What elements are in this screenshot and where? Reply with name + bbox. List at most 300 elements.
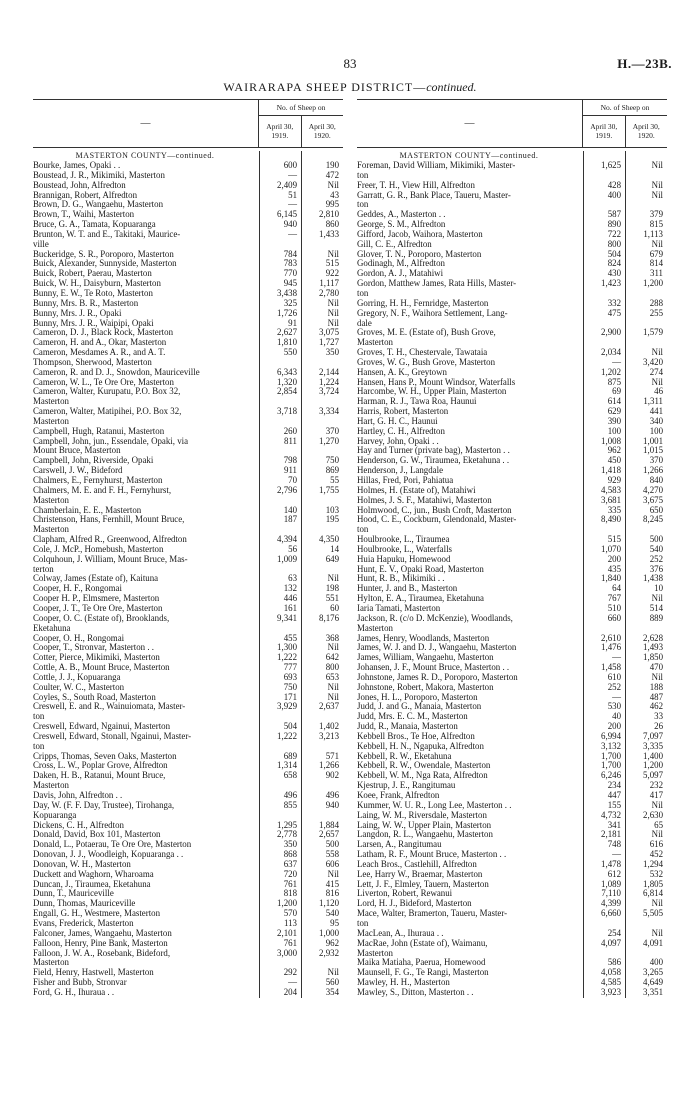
owner-name: Donovan, W. H., Masterton — [33, 859, 131, 869]
owner-name: Henderson, G. W., Tiraumea, Eketahuna . . — [357, 456, 510, 466]
sheep-count-1919: 1,320 — [277, 376, 297, 387]
table-row — [357, 269, 581, 279]
owner-name: Bunny, Mrs. B. R., Masterton — [33, 298, 139, 308]
owner-name: ton — [357, 200, 369, 210]
sheep-count-1919: 693 — [283, 671, 297, 682]
table-row — [357, 712, 581, 722]
year-1919-header: April 30, 1919. — [266, 122, 294, 140]
owner-name: Ford, G. H., Ihuraua . . — [33, 987, 115, 997]
table-row — [33, 200, 257, 210]
sheep-count-1920: 3,213 — [319, 730, 339, 741]
table-row — [357, 476, 581, 486]
sheep-count-1919: 2,627 — [277, 327, 297, 338]
owner-name: Lord, H. J., Bideford, Masterton — [357, 899, 472, 909]
sheep-count-1919: 3,132 — [601, 740, 621, 751]
sheep-count-1919: 610 — [607, 671, 621, 682]
owner-name: Fisher and Bubb, Stronvar — [33, 978, 127, 988]
owner-names — [357, 148, 583, 998]
sheep-count-1920: 1,270 — [319, 435, 339, 446]
table-row — [357, 466, 581, 476]
table-row — [357, 309, 581, 319]
table-row — [357, 840, 581, 850]
sheep-count-1919: 2,181 — [601, 829, 621, 840]
sheep-count-1920: 311 — [650, 268, 663, 279]
owner-name: Kebbell Bros., Te Hoe, Alfredton — [357, 731, 475, 741]
sheep-column-header — [258, 100, 343, 147]
table-row — [357, 624, 581, 634]
sheep-count-1920: Nil — [327, 967, 339, 978]
owner-name: Day, W. (F. F. Day, Trustee), Tirohanga, — [33, 800, 175, 810]
sheep-count-1919: 1,458 — [601, 662, 621, 673]
sheep-count-1920: 1,224 — [319, 376, 339, 387]
sheep-count-1919: 496 — [283, 790, 297, 800]
table-row — [357, 535, 581, 545]
owner-names — [33, 148, 259, 998]
owner-name: Cooper, O. C. (Estate of), Brooklands, — [33, 613, 170, 623]
table-row — [357, 604, 581, 614]
table-row — [357, 348, 581, 358]
sheep-count-1920: 860 — [325, 219, 339, 230]
table-row — [357, 909, 581, 919]
owner-name: Thompson, Sherwood, Masterton — [33, 357, 152, 367]
sheep-count-1920: Nil — [651, 160, 663, 170]
sheep-count-1919: 64 — [612, 583, 621, 594]
sheep-group-label: No. of Sheep on — [583, 100, 667, 116]
sheep-count-1920: 2,780 — [319, 287, 339, 298]
sheep-count-1919: 4,583 — [601, 484, 621, 495]
table-row — [33, 456, 257, 466]
owner-name: Harvey, John, Opaki . . — [357, 436, 439, 446]
table-row — [357, 161, 581, 171]
table-row — [357, 732, 581, 742]
sheep-count-1920: 10 — [654, 583, 663, 594]
name-column-header: — — [464, 117, 475, 129]
sheep-count-1919: 1,222 — [277, 652, 297, 663]
owner-name: Brannigan, Robert, Alfredton — [33, 190, 138, 200]
owner-name: Hunt, E. V., Opaki Road, Masterton — [357, 564, 484, 574]
sheep-1920-column — [625, 151, 667, 998]
sheep-count-1919: 56 — [288, 543, 297, 554]
owner-name: Cotter, Pierce, Mikimiki, Masterton — [33, 653, 160, 663]
table-row — [357, 437, 581, 447]
owner-name: Geddes, A., Masterton . . — [357, 210, 446, 220]
sheep-count-1920: 1,117 — [319, 278, 339, 289]
table-row — [33, 722, 257, 732]
sheep-count-1919: — — [612, 691, 621, 702]
sheep-count-1920: 3,265 — [643, 967, 663, 978]
sheep-count-1920: 514 — [649, 602, 663, 613]
table-row — [357, 801, 581, 811]
sheep-count-1919: 254 — [607, 927, 621, 938]
sheep-count-1920: 33 — [654, 711, 663, 722]
table-row — [33, 171, 257, 181]
sheep-count-1919: 4,394 — [277, 534, 297, 545]
owner-name: ton — [33, 712, 45, 722]
sheep-count-1919: 1,008 — [601, 435, 621, 446]
table-row — [357, 919, 581, 929]
owner-name: Falloon, Henry, Pine Bank, Masterton — [33, 938, 168, 948]
sheep-count-1919: 4,097 — [601, 937, 621, 948]
owner-name: Groves, T. H., Chestervale, Tawataia — [357, 348, 488, 358]
table-row — [33, 929, 257, 939]
sheep-count-1919: 1,202 — [601, 366, 621, 377]
sheep-count-1920: 1,294 — [643, 858, 663, 869]
owner-name: Eketahuna — [33, 623, 71, 633]
table-row — [357, 230, 581, 240]
table-row — [357, 584, 581, 594]
sheep-count-1919: 234 — [607, 780, 621, 791]
owner-name: ville — [33, 239, 49, 249]
table-header — [33, 99, 343, 148]
sheep-count-1919: 515 — [607, 534, 621, 545]
sheep-count-1920: 46 — [654, 386, 663, 397]
sheep-count-1920: 3,724 — [319, 386, 339, 397]
owner-name: Hansen, A. K., Greytown — [357, 367, 447, 377]
sheep-count-1919: 132 — [283, 583, 297, 594]
table-row — [33, 269, 257, 279]
table-row — [33, 220, 257, 230]
table-row — [357, 702, 581, 712]
sheep-count-1919: 748 — [607, 839, 621, 850]
sheep-count-1919: 1,222 — [277, 730, 297, 741]
table-row — [33, 702, 257, 712]
table-row — [33, 191, 257, 201]
table-row — [357, 614, 581, 624]
sheep-count-1919: 6,660 — [601, 908, 621, 919]
table-row — [357, 191, 581, 201]
owner-name: Mawley, S., Ditton, Masterton . . — [357, 987, 474, 997]
sheep-count-1919: 2,101 — [277, 927, 297, 938]
sheep-count-1919: 3,923 — [601, 986, 621, 997]
sheep-count-1920: 679 — [649, 248, 663, 259]
sheep-count-1920: 288 — [649, 297, 663, 308]
owner-name: Cross, L. W., Poplar Grove, Alfredton — [33, 761, 168, 771]
sheep-count-1919: 4,585 — [601, 977, 621, 988]
owner-name: Duncan, J., Tiraumea, Eketahuna — [33, 879, 151, 889]
table-row — [357, 486, 581, 496]
owner-name: Holmes, J. S. F., Matahiwi, Masterton — [357, 495, 492, 505]
sheep-count-1920: 1,727 — [319, 337, 339, 348]
table-row — [33, 880, 257, 890]
sheep-count-1919: 586 — [607, 957, 621, 968]
table-row — [357, 634, 581, 644]
year-1920-header: April 30, 1920. — [625, 116, 668, 147]
sheep-count-1920: 100 — [649, 425, 663, 436]
sheep-count-1920: 922 — [325, 268, 339, 279]
owner-name: Foreman, David William, Mikimiki, Master- — [357, 161, 516, 170]
owner-name: Brunton, W. T. and E., Takitaki, Maurice- — [33, 229, 181, 239]
owner-name: Kopuaranga — [33, 810, 77, 820]
sheep-count-1920: 1,311 — [643, 396, 663, 407]
table-row — [357, 574, 581, 584]
sheep-count-1919: 450 — [607, 455, 621, 466]
table-row — [33, 830, 257, 840]
table-row — [357, 860, 581, 870]
sheep-count-1920: 6,814 — [643, 888, 663, 899]
sheep-count-1920: 1,266 — [643, 465, 663, 476]
owner-name: Dunn, Thomas, Mauriceville — [33, 899, 136, 909]
table-row — [33, 771, 257, 781]
sheep-count-1919: 3,000 — [277, 947, 297, 958]
sheep-count-1920: 198 — [325, 583, 339, 594]
owner-name: Kebbell, R. W., Owendale, Masterton — [357, 761, 491, 771]
sheep-count-1919: 761 — [283, 878, 297, 889]
sheep-count-1920: 417 — [649, 790, 663, 800]
table-row — [33, 230, 257, 240]
sheep-count-1919: 1,700 — [601, 750, 621, 761]
sheep-count-1920: 470 — [649, 662, 663, 673]
table-row — [357, 378, 581, 388]
sheep-count-1920: 3,334 — [319, 406, 339, 417]
sheep-count-1919: 637 — [283, 858, 297, 869]
table-row — [33, 545, 257, 555]
table-row — [33, 673, 257, 683]
table-row — [33, 437, 257, 447]
sheep-count-1919: 798 — [283, 455, 297, 466]
sheep-count-1919: 70 — [288, 475, 297, 485]
table-row — [33, 791, 257, 801]
sheep-count-1919: 800 — [607, 238, 621, 249]
sheep-count-1920: 3,075 — [319, 327, 339, 338]
owner-name: Boustead, J. R., Mikimiki, Masterton — [33, 170, 165, 180]
owner-name: George, S. M., Alfredton — [357, 220, 446, 230]
title-main: WAIRARAPA SHEEP DISTRICT— — [223, 80, 427, 94]
owner-name: Harcombe, W. H., Upper Plain, Masterton — [357, 387, 507, 397]
table-row — [357, 949, 581, 959]
sheep-count-1920: 649 — [325, 553, 339, 564]
owner-name: ton — [357, 288, 369, 298]
sheep-count-1919: 428 — [607, 179, 621, 190]
sheep-count-1919: 720 — [283, 868, 297, 879]
table-row — [33, 624, 257, 634]
sheep-count-1919: 200 — [607, 721, 621, 732]
table-row — [33, 358, 257, 368]
owner-name: Holmes, H. (Estate of), Matahiwi — [357, 485, 476, 495]
sheep-count-1920: 1,000 — [319, 927, 339, 938]
sheep-count-1919: 911 — [284, 465, 297, 476]
sheep-count-1919: 767 — [607, 593, 621, 604]
owner-name: Cameron, R. and D. J., Snowdon, Mauriceville — [33, 367, 200, 377]
owner-name: dale — [357, 318, 372, 328]
table-row — [357, 929, 581, 939]
sheep-count-1919: 292 — [283, 967, 297, 978]
owner-name: Cameron, W. L., Te Ore Ore, Masterton — [33, 377, 174, 387]
sheep-count-1920: 560 — [325, 977, 339, 988]
table-row — [33, 683, 257, 693]
sheep-count-1919: 1,726 — [277, 307, 297, 318]
sheep-count-1919: 504 — [607, 248, 621, 259]
sheep-count-1920: 188 — [649, 681, 663, 692]
owner-name: Campbell, John, Riverside, Opaki — [33, 456, 154, 466]
owner-name: Huia Hapuku, Homewood — [357, 554, 451, 564]
table-row — [33, 181, 257, 191]
sheep-1919-column — [583, 151, 625, 998]
table-row — [357, 181, 581, 191]
sheep-count-1919: 1,070 — [601, 543, 621, 554]
owner-name: Coulter, W. C., Masterton — [33, 682, 125, 692]
sheep-count-1919: 660 — [607, 612, 621, 623]
table-row — [357, 594, 581, 604]
owner-name: Gifford, Jacob, Waihora, Masterton — [357, 229, 483, 239]
owner-name: Langdon, R. L., Wangaehu, Masterton — [357, 830, 493, 840]
sheep-count-1919: 1,200 — [277, 898, 297, 909]
owner-name: Cooper, J. T., Te Ore Ore, Masterton — [33, 603, 163, 613]
sheep-count-1919: 1,840 — [601, 573, 621, 584]
owner-name: Liverton, Robert, Rewanui — [357, 889, 453, 899]
table-row — [33, 761, 257, 771]
owner-name: Larsen, A., Rangitumau — [357, 840, 442, 850]
owner-name: ton — [357, 918, 369, 928]
sheep-count-1920: 43 — [330, 189, 339, 200]
owner-name: Davis, John, Alfredton . . — [33, 791, 123, 800]
table-row — [33, 496, 257, 506]
table-row — [357, 525, 581, 535]
owner-name: Cooper H. P., Elmsmere, Masterton — [33, 594, 160, 604]
sheep-count-1920: 350 — [325, 347, 339, 358]
owner-name: Campbell, John, jun., Essendale, Opaki, via — [33, 436, 189, 446]
table-row — [33, 801, 257, 811]
sheep-count-1920: Nil — [651, 238, 663, 249]
table-row — [357, 545, 581, 555]
table-row — [33, 417, 257, 427]
owner-name: Koee, Frank, Alfredton — [357, 791, 440, 800]
owner-name: Bourke, James, Opaki . . — [33, 161, 121, 170]
sheep-count-1919: 2,409 — [277, 179, 297, 190]
sheep-count-1919: 9,341 — [277, 612, 297, 623]
sheep-count-1920: Nil — [327, 681, 339, 692]
owner-name: Mace, Walter, Bramerton, Taueru, Master- — [357, 909, 508, 919]
sheep-count-1919: 940 — [283, 219, 297, 230]
table-row — [33, 319, 257, 329]
owner-name: Buick, W. H., Daisyburn, Masterton — [33, 279, 161, 289]
table-row — [357, 515, 581, 525]
sheep-count-1920: 2,628 — [643, 632, 663, 643]
sheep-count-1919: 689 — [283, 750, 297, 761]
sheep-count-1919: 455 — [283, 632, 297, 643]
sheep-count-1919: 1,089 — [601, 878, 621, 889]
sheep-count-1920: 190 — [325, 160, 339, 170]
sheep-count-1920: 26 — [654, 721, 663, 732]
sheep-count-1920: 496 — [325, 790, 339, 800]
table-row — [357, 988, 581, 998]
sheep-count-1920: 441 — [649, 406, 663, 417]
owner-name: Maunsell, F. G., Te Rangi, Masterton — [357, 968, 489, 978]
table-row — [33, 643, 257, 653]
owner-name: Mount Bruce, Masterton — [33, 446, 121, 456]
sheep-count-1919: 3,438 — [277, 287, 297, 298]
sheep-count-1920: 1,200 — [643, 278, 663, 289]
owner-name: Hart, G. H. C., Haunui — [357, 416, 438, 426]
table-row — [357, 830, 581, 840]
sheep-count-1920: Nil — [327, 307, 339, 318]
table-row — [357, 397, 581, 407]
sheep-count-1919: 430 — [607, 268, 621, 279]
table-row — [33, 289, 257, 299]
sheep-count-1919: 91 — [288, 317, 297, 328]
sheep-count-1920: 500 — [325, 839, 339, 850]
owner-name: Cameron, Walter, Matipihei, P.O. Box 32, — [33, 407, 182, 417]
table-row — [33, 240, 257, 250]
sheep-count-1920: 472 — [325, 169, 339, 180]
table-row — [33, 614, 257, 624]
owner-name: Lee, Harry W., Braemar, Masterton — [357, 869, 483, 879]
sheep-count-1919: 446 — [283, 593, 297, 604]
sheep-count-1920: Nil — [327, 868, 339, 879]
owner-name: Creswell, Edward, Stonall, Ngainui, Master- — [33, 731, 192, 741]
owner-name: Bunny, Mrs. J. R., Waipipi, Opaki — [33, 318, 154, 328]
sheep-count-1920: 2,637 — [319, 701, 339, 712]
owner-name: Donald, L., Potaerau, Te Ore Ore, Masterton — [33, 840, 192, 850]
sheep-count-1920: 1,850 — [643, 652, 663, 663]
sheep-count-1920: 902 — [325, 770, 339, 781]
owner-name: Godinagh, M., Alfredton — [357, 259, 445, 269]
owner-name: Cooper, H. F., Rongomai — [33, 584, 122, 594]
owner-name: Donald, David, Box 101, Masterton — [33, 830, 161, 840]
sheep-count-1919: — — [612, 652, 621, 663]
sheep-count-1920: Nil — [651, 376, 663, 387]
table-row — [357, 506, 581, 516]
sheep-count-1919: 600 — [283, 160, 297, 170]
sheep-count-1919: 204 — [283, 986, 297, 997]
table-row — [33, 279, 257, 289]
sheep-count-1920: 606 — [325, 858, 339, 869]
sheep-count-1919: 1,478 — [601, 858, 621, 869]
sheep-count-1920: Nil — [327, 317, 339, 328]
table-row — [33, 742, 257, 752]
table-row — [33, 378, 257, 388]
owner-name: Carswell, J. W., Bideford — [33, 466, 123, 476]
sheep-count-1920: 800 — [325, 662, 339, 673]
owner-name: Masterton — [33, 495, 69, 505]
owner-name: Cottle, J. J., Kopuaranga — [33, 672, 121, 682]
owner-name: Maika Matiaha, Paerua, Homewood — [357, 958, 486, 968]
owner-name: Holmwood, C., jun., Bush Croft, Masterton — [357, 505, 512, 515]
owner-name: Gill, C. E., Alfredton — [357, 239, 432, 249]
table-row — [357, 565, 581, 575]
owner-name: ton — [357, 170, 369, 180]
table-row — [33, 427, 257, 437]
table-row — [357, 555, 581, 565]
owner-name: MacRae, John (Estate of), Waimanu, — [357, 938, 488, 948]
sheep-count-1920: Nil — [651, 671, 663, 682]
table-row — [33, 574, 257, 584]
sheep-count-1919: 3,718 — [277, 406, 297, 417]
table-row — [33, 604, 257, 614]
table-row — [33, 348, 257, 358]
owner-name: Buckeridge, S. R., Poroporo, Masterton — [33, 249, 174, 259]
sheep-count-1920: 8,245 — [643, 514, 663, 525]
sheep-count-1920: 7,097 — [643, 730, 663, 741]
owner-name: Hillas, Fred, Pori, Pahiatua — [357, 476, 454, 485]
sheep-count-1920: 2,657 — [319, 829, 339, 840]
owner-name: Brown, T., Waihi, Masterton — [33, 210, 135, 220]
owner-name: Buick, Robert, Paerau, Masterton — [33, 269, 152, 279]
sheep-count-1919: 4,399 — [601, 898, 621, 909]
sheep-count-1919: 6,994 — [601, 730, 621, 741]
sheep-count-1919: 783 — [283, 258, 297, 269]
sheep-count-1920: 1,400 — [643, 750, 663, 761]
sheep-count-1920: 540 — [649, 543, 663, 554]
table-row — [33, 565, 257, 575]
table-row — [33, 259, 257, 269]
sheep-count-1920: 2,144 — [319, 366, 339, 377]
sheep-count-1920: 815 — [649, 219, 663, 230]
sheep-count-1919: 1,314 — [277, 760, 297, 771]
sheep-count-1919: 260 — [283, 425, 297, 436]
table-row — [357, 761, 581, 771]
sheep-count-1919: 890 — [607, 219, 621, 230]
table-row — [357, 368, 581, 378]
